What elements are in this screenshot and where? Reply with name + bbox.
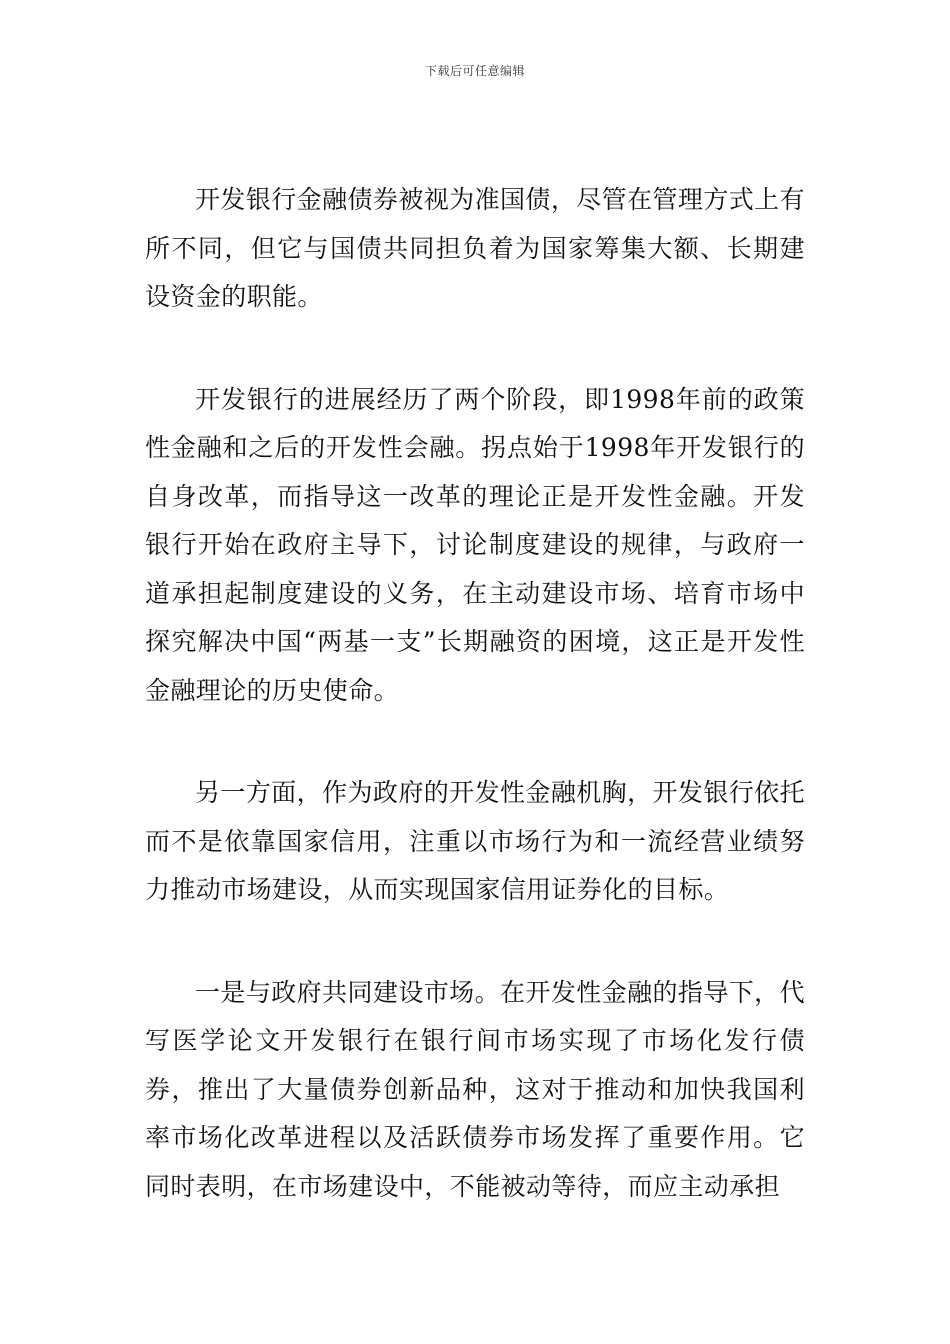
paragraph-2: 开发银行的进展经历了两个阶段，即1998年前的政策性金融和之后的开发性会融。拐点始于1998年开发银行的自身改革，而指导这一改革的理论正是开发性金融。开发银行开始在政府主导下，讨论制度建设的规律，与政府一道承担起制度建设的义务，在主动建设市场、培育市场中探究解决中国“两基一支”长期融资的困境，这正是开发性金融理论的历史使命。 bbox=[145, 384, 805, 705]
document-body bbox=[145, 176, 805, 1211]
paragraph-4: 一是与政府共同建设市场。在开发性金融的指导下，代写医学论文开发银行在银行间市场实现了市场化发行债券，推出了大量债券创新品种，这对于推动和加快我国利率市场化改革进程以及活跃债券市场发挥了重要作用。它同时表明，在市场建设中，不能被动等待，而应主动承担 bbox=[145, 977, 805, 1201]
paragraph-3: 另一方面，作为政府的开发性金融机胸，开发银行依托而不是依靠国家信用，注重以市场行为和一流经营业绩努力推动市场建设，从而实现国家信用证券化的目标。 bbox=[145, 778, 805, 904]
paragraph-1: 开发银行金融债券被视为准国债，尽管在管理方式上有所不同，但它与国债共同担负着为国家筹集大额、长期建设资金的职能。 bbox=[145, 185, 805, 311]
page-header: 下载后可任意编辑 bbox=[424, 64, 525, 78]
